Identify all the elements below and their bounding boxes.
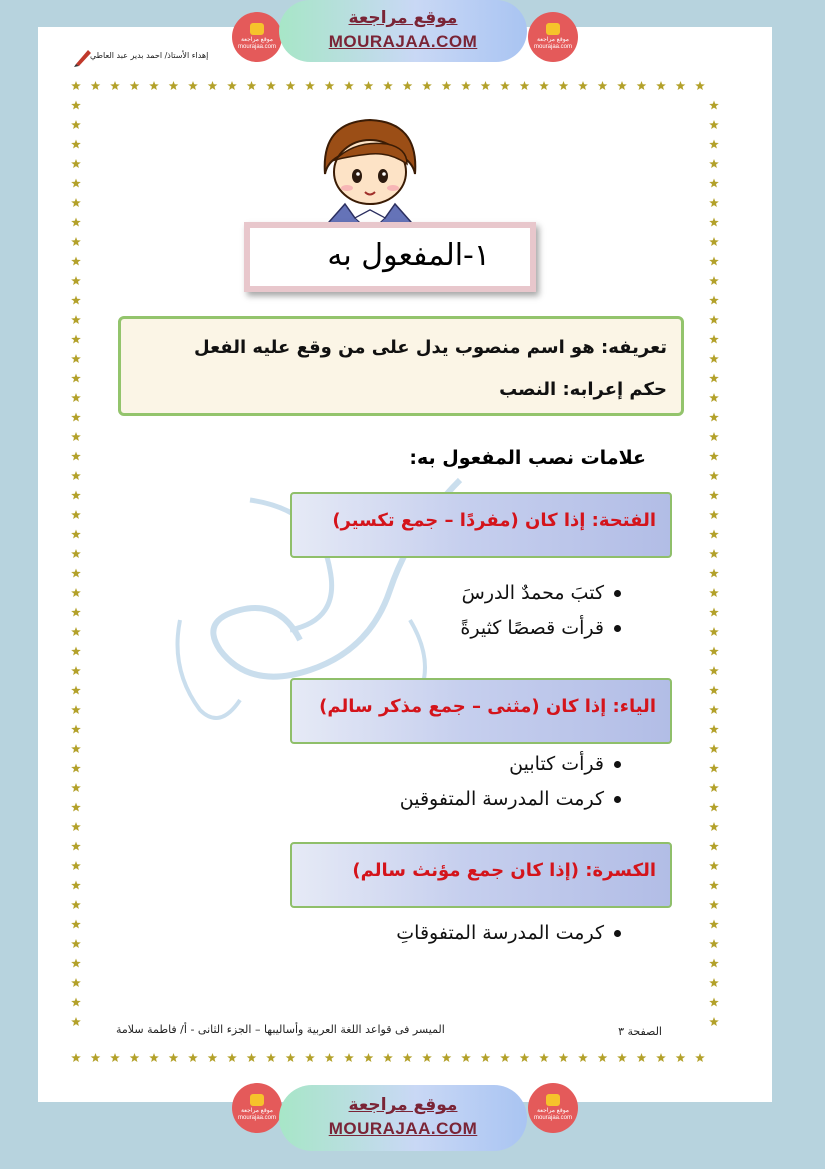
bullet-icon (614, 625, 621, 632)
star-icon (71, 705, 81, 714)
case-box-kasra (290, 842, 672, 908)
logo-text-ar: موقع مراجعة (240, 37, 274, 43)
star-icon (520, 81, 530, 90)
star-icon (71, 861, 81, 870)
star-icon (71, 764, 81, 773)
star-icon (71, 335, 81, 344)
star-icon (709, 335, 719, 344)
site-logo-left (232, 12, 282, 62)
star-icon (110, 81, 120, 90)
case-label-yaa: الياء: إذا كان (مثنى – جمع مذكر سالم) (319, 696, 656, 717)
logo-text-ar: موقع مراجعة (240, 1108, 274, 1114)
star-icon (71, 900, 81, 909)
star-icon (71, 179, 81, 188)
star-icon (520, 1053, 530, 1062)
star-icon (709, 647, 719, 656)
definition-box (118, 316, 684, 416)
star-icon (709, 393, 719, 402)
star-icon (344, 81, 354, 90)
site-banner-top[interactable] (279, 0, 527, 62)
star-icon (709, 432, 719, 441)
star-icon (709, 569, 719, 578)
star-icon (559, 81, 569, 90)
star-icon (149, 81, 159, 90)
star-icon (709, 530, 719, 539)
signature-text: إهداء الأستاذ/ احمد بدير عبد العاطي (90, 51, 209, 60)
star-icon (71, 101, 81, 110)
star-icon (71, 978, 81, 987)
star-icon (709, 413, 719, 422)
star-icon (676, 1053, 686, 1062)
case-label-fatha: الفتحة: إذا كان (مفردًا – جمع تكسير) (332, 510, 656, 531)
star-icon (709, 510, 719, 519)
star-icon (709, 783, 719, 792)
star-icon (325, 81, 335, 90)
star-icon (305, 81, 315, 90)
star-icon (598, 1053, 608, 1062)
definition-text: تعريفه: هو اسم منصوب يدل على من وقع عليه الفعل (194, 337, 667, 358)
star-icon (709, 159, 719, 168)
star-icon (71, 198, 81, 207)
star-icon (481, 81, 491, 90)
star-icon (383, 81, 393, 90)
example-item (396, 922, 621, 944)
star-icon (71, 354, 81, 363)
logo-mark-icon (250, 1094, 264, 1106)
star-icon (500, 1053, 510, 1062)
star-icon (71, 530, 81, 539)
star-icon (422, 1053, 432, 1062)
star-icon (539, 1053, 549, 1062)
star-icon (71, 140, 81, 149)
example-item (400, 788, 621, 810)
footer-book-title: الميسر فى قواعد اللغة العربية وأساليبها – الجزء الثانى - أ/ فاطمة سلامة (116, 1023, 445, 1036)
logo-mark-icon (546, 1094, 560, 1106)
star-icon (110, 1053, 120, 1062)
star-icon (247, 1053, 257, 1062)
star-icon (481, 1053, 491, 1062)
star-icon (709, 939, 719, 948)
signs-heading: علامات نصب المفعول به: (409, 447, 646, 469)
star-icon (188, 1053, 198, 1062)
banner-english: MOURAJAA.COM (328, 32, 478, 51)
star-icon (286, 1053, 296, 1062)
star-icon (709, 627, 719, 636)
star-icon (71, 510, 81, 519)
star-icon (71, 842, 81, 851)
star-icon (169, 1053, 179, 1062)
example-text: قرأت كتابين (509, 753, 604, 775)
star-icon (71, 276, 81, 285)
star-icon (637, 1053, 647, 1062)
star-icon (71, 588, 81, 597)
star-icon (709, 920, 719, 929)
star-icon (266, 81, 276, 90)
logo-text-en: mourajaa.com (533, 1115, 572, 1121)
star-icon (709, 881, 719, 890)
case-box-fatha (290, 492, 672, 558)
star-icon (442, 1053, 452, 1062)
star-icon (130, 81, 140, 90)
star-icon (208, 81, 218, 90)
star-icon (71, 1053, 81, 1062)
star-icon (71, 803, 81, 812)
star-icon (71, 218, 81, 227)
star-icon (71, 744, 81, 753)
star-icon (227, 1053, 237, 1062)
banner-arabic: موقع مراجعة (348, 1095, 458, 1115)
star-icon (71, 959, 81, 968)
star-icon (598, 81, 608, 90)
lesson-title: ١-المفعول به (327, 238, 490, 273)
star-icon (539, 81, 549, 90)
example-text: كتبَ محمدٌ الدرسَ (461, 582, 604, 604)
logo-text-ar: موقع مراجعة (536, 1108, 570, 1114)
star-icon (71, 257, 81, 266)
star-icon (656, 1053, 666, 1062)
star-icon (637, 81, 647, 90)
star-icon (71, 920, 81, 929)
star-icon (422, 81, 432, 90)
example-item (509, 753, 621, 775)
star-icon (676, 81, 686, 90)
star-icon (695, 1053, 705, 1062)
star-icon (286, 81, 296, 90)
star-icon (617, 1053, 627, 1062)
star-icon (71, 569, 81, 578)
star-icon (71, 452, 81, 461)
star-icon (71, 374, 81, 383)
footer-page-number: الصفحة ٣ (618, 1025, 662, 1038)
site-banner-bottom[interactable] (279, 1085, 527, 1151)
star-icon (130, 1053, 140, 1062)
star-icon (71, 783, 81, 792)
logo-mark-icon (546, 23, 560, 35)
star-icon (709, 101, 719, 110)
star-icon (71, 666, 81, 675)
star-icon (461, 81, 471, 90)
star-icon (71, 627, 81, 636)
star-icon (461, 1053, 471, 1062)
star-icon (709, 725, 719, 734)
star-icon (695, 81, 705, 90)
star-icon (71, 315, 81, 324)
star-icon (709, 686, 719, 695)
example-text: كرمت المدرسة المتفوقين (399, 788, 604, 810)
lesson-title-card (244, 222, 536, 292)
star-icon (709, 705, 719, 714)
star-icon (709, 296, 719, 305)
star-icon (227, 81, 237, 90)
star-icon (266, 1053, 276, 1062)
star-icon (71, 237, 81, 246)
star-icon (383, 1053, 393, 1062)
star-icon (709, 608, 719, 617)
star-icon (656, 81, 666, 90)
star-icon (71, 81, 81, 90)
star-icon (169, 81, 179, 90)
star-icon (71, 393, 81, 402)
star-icon (709, 218, 719, 227)
star-icon (71, 998, 81, 1007)
star-icon (149, 1053, 159, 1062)
star-icon (305, 1053, 315, 1062)
star-icon (364, 81, 374, 90)
star-icon (247, 81, 257, 90)
star-icon (709, 666, 719, 675)
star-icon (709, 452, 719, 461)
star-icon (709, 549, 719, 558)
star-icon (709, 861, 719, 870)
star-icon (71, 432, 81, 441)
star-icon (709, 1017, 719, 1026)
banner-english: MOURAJAA.COM (328, 1119, 478, 1138)
star-icon (709, 179, 719, 188)
logo-text-en: mourajaa.com (533, 44, 572, 50)
star-icon (344, 1053, 354, 1062)
bullet-icon (614, 930, 621, 937)
star-icon (442, 81, 452, 90)
star-icon (71, 471, 81, 480)
star-icon (559, 1053, 569, 1062)
star-icon (208, 1053, 218, 1062)
star-icon (709, 257, 719, 266)
star-icon (709, 822, 719, 831)
site-logo-right-bottom (528, 1083, 578, 1133)
star-icon (709, 900, 719, 909)
girl-illustration (315, 112, 425, 234)
example-text: كرمت المدرسة المتفوقاتِ (396, 922, 604, 944)
logo-text-en: mourajaa.com (237, 1115, 276, 1121)
star-icon (71, 1017, 81, 1026)
star-icon (364, 1053, 374, 1062)
parsing-rule-text: حكم إعرابه: النصب (499, 379, 667, 400)
case-box-yaa (290, 678, 672, 744)
bullet-icon (614, 761, 621, 768)
star-icon (709, 120, 719, 129)
star-icon (709, 315, 719, 324)
star-icon (71, 686, 81, 695)
star-icon (71, 647, 81, 656)
star-icon (709, 237, 719, 246)
star-icon (709, 588, 719, 597)
star-icon (578, 81, 588, 90)
star-icon (500, 81, 510, 90)
star-icon (709, 842, 719, 851)
star-icon (578, 1053, 588, 1062)
star-icon (71, 120, 81, 129)
bullet-icon (614, 590, 621, 597)
star-icon (325, 1053, 335, 1062)
site-logo-left-bottom (232, 1083, 282, 1133)
site-logo-right (528, 12, 578, 62)
star-icon (709, 140, 719, 149)
star-icon (71, 159, 81, 168)
logo-mark-icon (250, 23, 264, 35)
star-icon (709, 978, 719, 987)
star-icon (403, 1053, 413, 1062)
star-icon (709, 744, 719, 753)
bullet-icon (614, 796, 621, 803)
star-icon (91, 1053, 101, 1062)
star-icon (709, 198, 719, 207)
star-icon (709, 803, 719, 812)
logo-text-ar: موقع مراجعة (536, 37, 570, 43)
star-icon (403, 81, 413, 90)
star-icon (71, 491, 81, 500)
example-item (462, 582, 621, 604)
banner-arabic: موقع مراجعة (348, 8, 458, 28)
star-icon (709, 276, 719, 285)
example-text: قرأت قصصًا كثيرةً (460, 617, 604, 639)
star-icon (71, 822, 81, 831)
star-icon (71, 296, 81, 305)
star-icon (709, 764, 719, 773)
star-icon (71, 608, 81, 617)
star-icon (71, 881, 81, 890)
star-icon (188, 81, 198, 90)
star-icon (71, 413, 81, 422)
star-icon (71, 549, 81, 558)
logo-text-en: mourajaa.com (237, 44, 276, 50)
star-icon (709, 471, 719, 480)
star-icon (709, 491, 719, 500)
star-icon (709, 959, 719, 968)
star-icon (709, 354, 719, 363)
case-label-kasra: الكسرة: (إذا كان جمع مؤنث سالم) (352, 860, 656, 881)
star-icon (709, 374, 719, 383)
star-icon (71, 725, 81, 734)
example-item (460, 617, 621, 639)
star-icon (71, 939, 81, 948)
star-icon (709, 998, 719, 1007)
star-icon (617, 81, 627, 90)
star-icon (91, 81, 101, 90)
